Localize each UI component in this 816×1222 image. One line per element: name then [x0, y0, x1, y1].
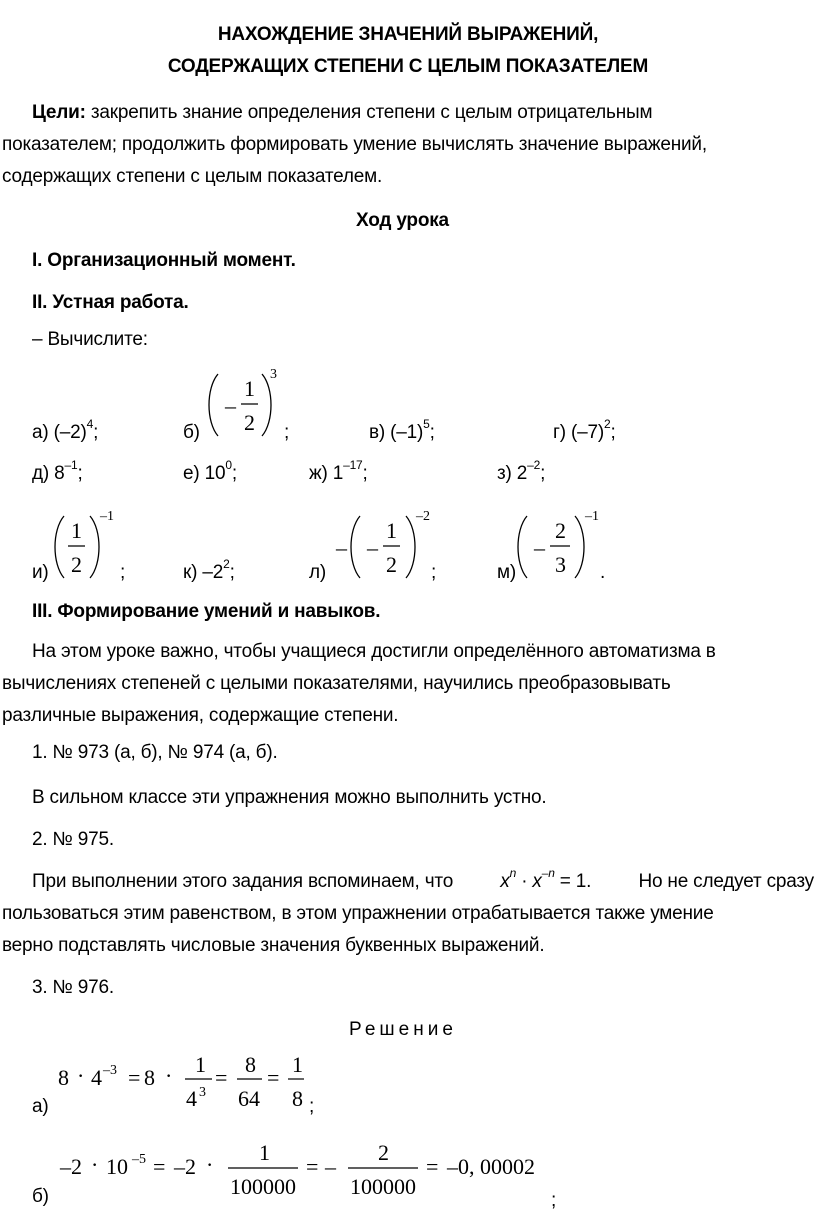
solution-a-label: а) [32, 1096, 49, 1117]
svg-text:=: = [128, 1065, 141, 1090]
exercise-l-formula [334, 508, 437, 588]
svg-text:–: – [534, 535, 545, 560]
svg-text:1: 1 [292, 1052, 303, 1077]
exercise-i-end: ; [120, 562, 126, 583]
exercise-k: к) $-2^2$; [183, 557, 235, 583]
svg-text:=: = [215, 1065, 228, 1090]
svg-text:3: 3 [270, 367, 277, 382]
svg-text:–5: –5 [132, 1152, 146, 1167]
exercise-b-end: ; [284, 422, 290, 443]
svg-text:–: – [336, 535, 347, 560]
goals-line-1 [2, 102, 814, 124]
oral-prompt: – Вычислите: [32, 329, 148, 350]
svg-text:–0, 00002: –0, 00002 [447, 1154, 535, 1179]
svg-text:2: 2 [386, 552, 397, 577]
task-2: 2. № 975. [32, 829, 114, 850]
svg-text:8: 8 [245, 1052, 256, 1077]
svg-text:–1: –1 [585, 509, 599, 524]
exercise-e: е) $10^0$; [183, 458, 237, 484]
svg-text:8: 8 [58, 1065, 69, 1090]
solution-a-formula [54, 1048, 334, 1128]
svg-text:3: 3 [199, 1085, 206, 1100]
svg-text:=: = [267, 1065, 280, 1090]
svg-text:1: 1 [259, 1140, 270, 1165]
svg-text:1: 1 [244, 376, 255, 401]
solution-b-label: б) [32, 1186, 49, 1207]
svg-text:–: – [225, 393, 236, 418]
svg-text:2: 2 [244, 410, 255, 435]
title-line-1: НАХОЖДЕНИЕ ЗНАЧЕНИЙ ВЫРАЖЕНИЙ, [217, 24, 599, 45]
svg-text:·: · [91, 1152, 99, 1177]
svg-text:100000: 100000 [350, 1174, 416, 1199]
goals-line-2: показателем; продолжить формировать умение вычислять значение выражений, [2, 134, 707, 155]
para2-line-2: пользоваться этим равенством, в этом упражнении отрабатывается также умение [2, 903, 714, 924]
exercise-z: з) $2^{-2}$; [497, 458, 546, 484]
exercise-a: а) $(-2)^4$; [32, 417, 99, 443]
svg-text:3: 3 [555, 552, 566, 577]
exercise-i-label: и) [32, 562, 49, 583]
svg-text:64: 64 [238, 1086, 260, 1111]
svg-text:–2: –2 [60, 1154, 82, 1179]
para1-line-1: На этом уроке важно, чтобы учащиеся достигли определённого автоматизма в [32, 641, 716, 662]
svg-text:2: 2 [378, 1140, 389, 1165]
exercise-zh: ж) $1^{-17}$; [309, 458, 368, 484]
section-2-heading: II. Устная работа. [32, 292, 189, 313]
goals-text-1: закрепить знание определения степени с целым отрицательным [90, 102, 653, 123]
lesson-heading: Ход урока [356, 210, 449, 231]
svg-text:10: 10 [106, 1154, 128, 1179]
exercise-g: г) $(-7)^2$; [553, 417, 616, 443]
para2-line-3: верно подставлять числовые значения буквенных выражений. [2, 935, 545, 956]
svg-text:–: – [367, 535, 378, 560]
exercise-l-end: ; [431, 562, 437, 583]
exercise-m-end: . [600, 562, 606, 583]
para1-line-2: вычислениях степеней с целыми показателями, научились преобразовывать [2, 673, 671, 694]
exercise-b-label: б) [183, 422, 200, 443]
svg-text:2: 2 [555, 518, 566, 543]
section-1-heading: I. Организационный момент. [32, 250, 296, 271]
svg-text:100000: 100000 [230, 1174, 296, 1199]
exercise-d: д) $8^{-1}$; [32, 458, 83, 484]
exercise-v: в) $(-1)^5$; [369, 417, 435, 443]
svg-text:8: 8 [292, 1086, 303, 1111]
section-3-heading: III. Формирование умений и навыков. [32, 601, 381, 622]
svg-text:–2: –2 [174, 1154, 196, 1179]
task-3: 3. № 976. [32, 977, 114, 998]
task-1: 1. № 973 (а, б), № 974 (а, б). [32, 742, 278, 763]
svg-text:–3: –3 [103, 1063, 117, 1078]
goals-label: Цели: [32, 102, 86, 123]
solution-b-formula [56, 1138, 556, 1218]
svg-text:1: 1 [71, 518, 82, 543]
svg-text:·: · [165, 1063, 173, 1088]
svg-text:8: 8 [144, 1065, 155, 1090]
exercise-b-formula [204, 366, 284, 446]
svg-text:1: 1 [195, 1052, 206, 1077]
solution-heading: Решение [349, 1019, 457, 1040]
solution-b-end: ; [551, 1190, 557, 1211]
svg-text:4: 4 [91, 1065, 102, 1090]
svg-text:=: = [153, 1154, 166, 1179]
svg-text:–2: –2 [416, 509, 430, 524]
svg-text:·: · [206, 1152, 214, 1177]
svg-text:1: 1 [386, 518, 397, 543]
para1-line-3: различные выражения, содержащие степени. [2, 705, 399, 726]
goals-line-3: содержащих степени с целым показателем. [2, 166, 383, 187]
solution-a-end: ; [309, 1096, 315, 1117]
svg-text:=: = [306, 1154, 319, 1179]
svg-text:=: = [426, 1154, 439, 1179]
task-1-note: В сильном классе эти упражнения можно выполнить устно. [32, 787, 547, 808]
para2-line-1: При выполнении этого задания вспоминаем, что $x^n \cdot x^{-n} = 1$. Но не следует сразу [32, 866, 814, 892]
svg-text:4: 4 [186, 1086, 197, 1111]
svg-text:2: 2 [71, 552, 82, 577]
exercise-l-label: л) [309, 562, 327, 583]
exercise-m-label: м) [497, 562, 516, 583]
title-line-2: СОДЕРЖАЩИХ СТЕПЕНИ С ЦЕЛЫМ ПОКАЗАТЕЛЕМ [167, 56, 649, 77]
svg-text:·: · [77, 1063, 85, 1088]
svg-text:–: – [325, 1154, 336, 1179]
svg-text:–1: –1 [100, 509, 114, 524]
